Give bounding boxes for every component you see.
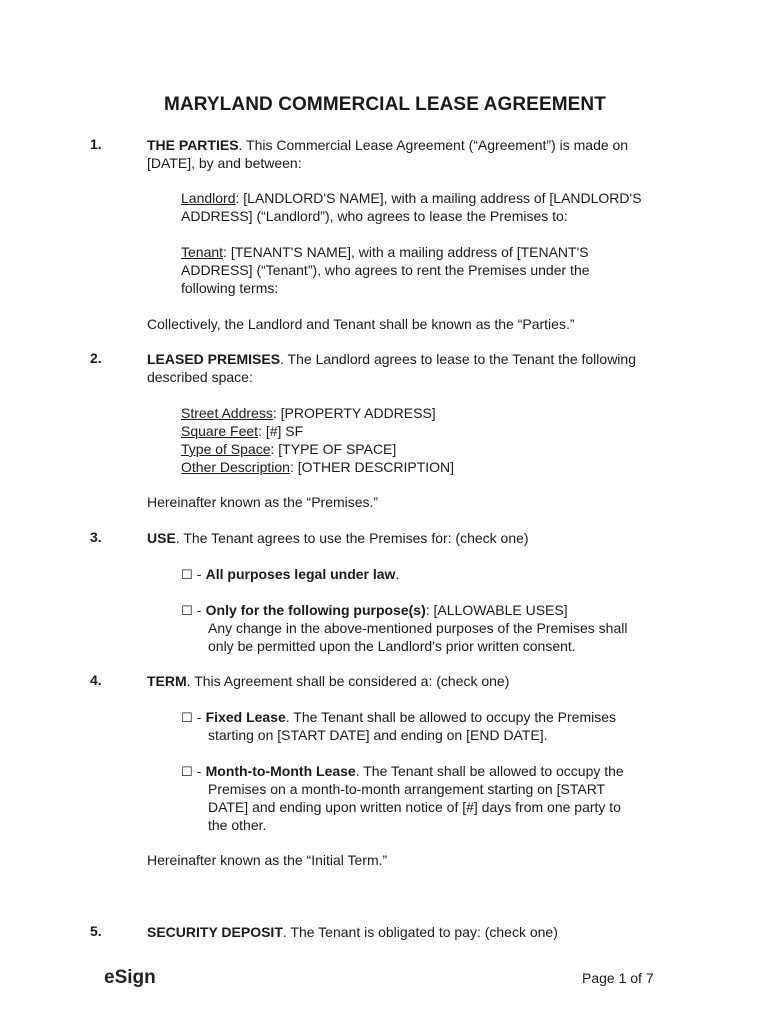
term-fixed-checkbox[interactable]: ☐ -	[181, 711, 206, 726]
tenant-line-3: following terms:	[181, 280, 279, 296]
section-1-number: 1.	[90, 136, 102, 152]
type-of-space-line: Type of Space: [TYPE OF SPACE]	[181, 441, 397, 457]
use-option-all-purposes: ☐ - All purposes legal under law.	[181, 566, 400, 583]
section-5-number: 5.	[90, 923, 102, 939]
section-3-line-1: USE. The Tenant agrees to use the Premises for: (check one)	[147, 530, 529, 546]
section-4-number: 4.	[90, 672, 102, 688]
tenant-line-1: Tenant: [TENANT'S NAME], with a mailing address of [TENANT'S	[181, 244, 589, 260]
use-all-purposes-checkbox[interactable]: ☐ -	[181, 568, 206, 583]
use-option-specific-line-3: only be permitted upon the Landlord's prior written consent.	[208, 638, 576, 654]
term-option-fixed-line-2: starting on [START DATE] and ending on [END DATE].	[208, 727, 548, 743]
street-address-line: Street Address: [PROPERTY ADDRESS]	[181, 405, 436, 421]
initial-term-hereinafter: Hereinafter known as the “Initial Term.”	[147, 852, 388, 868]
use-option-specific-purposes: ☐ - Only for the following purpose(s): [ALLOWABLE USES]	[181, 602, 568, 619]
section-1-heading: THE PARTIES	[147, 137, 239, 153]
term-option-mtm-line-4: the other.	[208, 817, 267, 833]
section-2-heading: LEASED PREMISES	[147, 351, 281, 367]
section-5-heading: SECURITY DEPOSIT	[147, 924, 283, 940]
other-description-line: Other Description: [OTHER DESCRIPTION]	[181, 459, 455, 475]
term-month-to-month-checkbox[interactable]: ☐ -	[181, 765, 206, 780]
square-feet-label: Square Feet	[181, 423, 259, 439]
term-option-mtm-line-2: Premises on a month-to-month arrangement starting on [START	[208, 781, 606, 797]
section-3-number: 3.	[90, 529, 102, 545]
term-option-fixed: ☐ - Fixed Lease. The Tenant shall be allowed to occupy the Premises	[181, 709, 617, 726]
term-option-month-to-month: ☐ - Month-to-Month Lease. The Tenant shall be allowed to occupy the	[181, 763, 624, 780]
tenant-label: Tenant	[181, 244, 224, 260]
street-address-label: Street Address	[181, 405, 273, 421]
page-number: Page 1 of 7	[582, 970, 654, 986]
section-4-heading: TERM	[147, 673, 187, 689]
use-specific-purposes-checkbox[interactable]: ☐ -	[181, 604, 206, 619]
term-option-mtm-line-3: DATE] and ending upon written notice of [#] days from one party to	[208, 799, 621, 815]
parties-collectively: Collectively, the Landlord and Tenant shall be known as the “Parties.”	[147, 316, 575, 332]
use-option-specific-line-2: Any change in the above-mentioned purposes of the Premises shall	[208, 620, 628, 636]
landlord-line-1: Landlord: [LANDLORD'S NAME], with a mailing address of [LANDLORD'S	[181, 190, 642, 206]
premises-hereinafter: Hereinafter known as the “Premises.”	[147, 494, 379, 510]
section-1-line-1: THE PARTIES. This Commercial Lease Agreement (“Agreement”) is made on	[147, 137, 629, 153]
page-title: MARYLAND COMMERCIAL LEASE AGREEMENT	[164, 94, 606, 115]
section-3-heading: USE	[147, 530, 176, 546]
section-2-line-2: described space:	[147, 369, 253, 385]
esign-logo: eSign	[104, 967, 156, 988]
square-feet-line: Square Feet: [#] SF	[181, 423, 304, 439]
landlord-label: Landlord	[181, 190, 236, 206]
tenant-line-2: ADDRESS] (“Tenant”), who agrees to rent the Premises under the	[181, 262, 590, 278]
section-4-line-1: TERM. This Agreement shall be considered a: (check one)	[147, 673, 510, 689]
section-5-line-1: SECURITY DEPOSIT. The Tenant is obligated to pay: (check one)	[147, 924, 558, 940]
landlord-line-2: ADDRESS] (“Landlord”), who agrees to lease the Premises to:	[181, 208, 568, 224]
section-2-number: 2.	[90, 350, 102, 366]
section-1-line-2: [DATE], by and between:	[147, 155, 302, 171]
type-of-space-label: Type of Space	[181, 441, 271, 457]
section-2-line-1: LEASED PREMISES. The Landlord agrees to lease to the Tenant the following	[147, 351, 636, 367]
other-description-label: Other Description	[181, 459, 290, 475]
